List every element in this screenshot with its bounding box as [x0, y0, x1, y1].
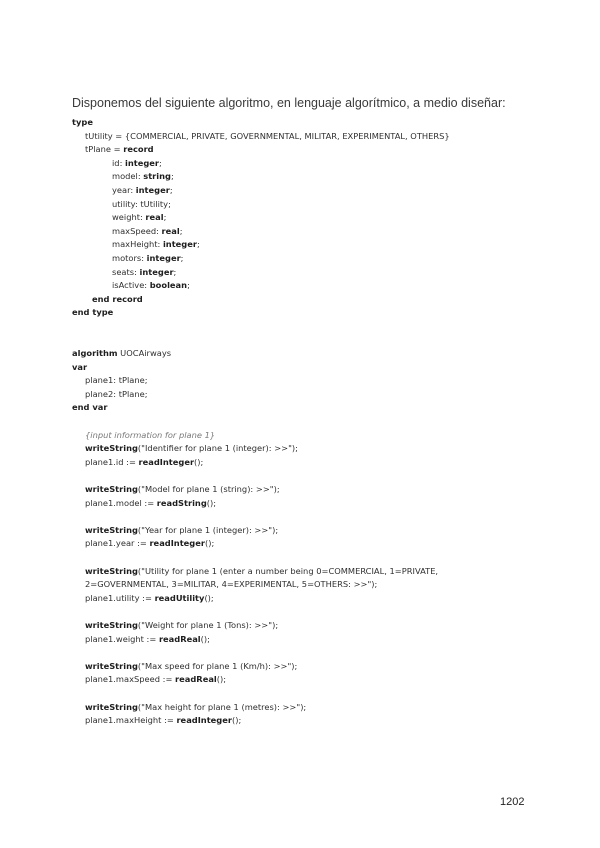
record-field: id: integer; [112, 157, 162, 168]
read-statement: plane1.maxHeight := readInteger(); [85, 715, 242, 726]
read-statement: plane1.id := readInteger(); [85, 456, 204, 467]
var-declaration: plane2: tPlane; [85, 388, 148, 399]
keyword-type: type [72, 117, 93, 127]
record-field: model: string; [112, 171, 174, 182]
code-comment: {input information for plane 1} [85, 429, 216, 440]
tutility-decl-name: tUtility = [85, 130, 125, 141]
record-field: utility: tUtility; [112, 198, 171, 209]
write-statement: writeString("Model for plane 1 (string): >>"); [85, 484, 280, 495]
record-field: weight: real; [112, 212, 167, 223]
code-block [72, 116, 582, 728]
write-statement-continuation: 2=GOVERNMENTAL, 3=MILITAR, 4=EXPERIMENTAL, 5=OTHERS: >>"); [85, 579, 378, 590]
keyword-end-var: end var [72, 402, 108, 413]
keyword-end-type: end type [72, 307, 114, 318]
record-field: maxSpeed: real; [112, 225, 183, 236]
write-statement: writeString("Identifier for plane 1 (integer): >>"); [85, 443, 298, 454]
write-statement: writeString("Max height for plane 1 (metres): >>"); [85, 701, 307, 712]
read-statement: plane1.year := readInteger(); [85, 538, 215, 549]
keyword-var: var [72, 361, 88, 372]
record-field: seats: integer; [112, 266, 177, 277]
write-statement: writeString("Weight for plane 1 (Tons): >>"); [85, 619, 279, 630]
tutility-decl-values: {COMMERCIAL, PRIVATE, GOVERNMENTAL, MILITAR, EXPERIMENTAL, OTHERS} [124, 130, 450, 141]
tplane-decl-name: tPlane = [85, 144, 124, 155]
page-number: 1202 [500, 796, 525, 808]
keyword-algorithm: algorithm [72, 348, 118, 359]
read-statement: plane1.model := readString(); [85, 497, 217, 508]
keyword-end-record: end record [92, 293, 143, 304]
write-statement: writeString("Year for plane 1 (integer): >>"); [85, 524, 279, 535]
read-statement: plane1.utility := readUtility(); [85, 592, 214, 603]
record-field: year: integer; [112, 184, 173, 195]
read-statement: plane1.maxSpeed := readReal(); [85, 674, 227, 685]
record-field: motors: integer; [112, 252, 184, 263]
write-statement: writeString("Utility for plane 1 (enter a number being 0=COMMERCIAL, 1=PRIVATE, [85, 565, 439, 576]
record-field: maxHeight: integer; [112, 239, 200, 250]
algorithm-name: UOCAirways [117, 348, 172, 359]
keyword-record: record [123, 144, 154, 155]
intro-paragraph: Disponemos del siguiente algoritmo, en lenguaje algorítmico, a medio diseñar: [72, 96, 506, 110]
var-declaration: plane1: tPlane; [85, 375, 148, 386]
write-statement: writeString("Max speed for plane 1 (Km/h): >>"); [85, 660, 298, 671]
record-field: isActive: boolean; [112, 280, 190, 291]
read-statement: plane1.weight := readReal(); [85, 633, 210, 644]
